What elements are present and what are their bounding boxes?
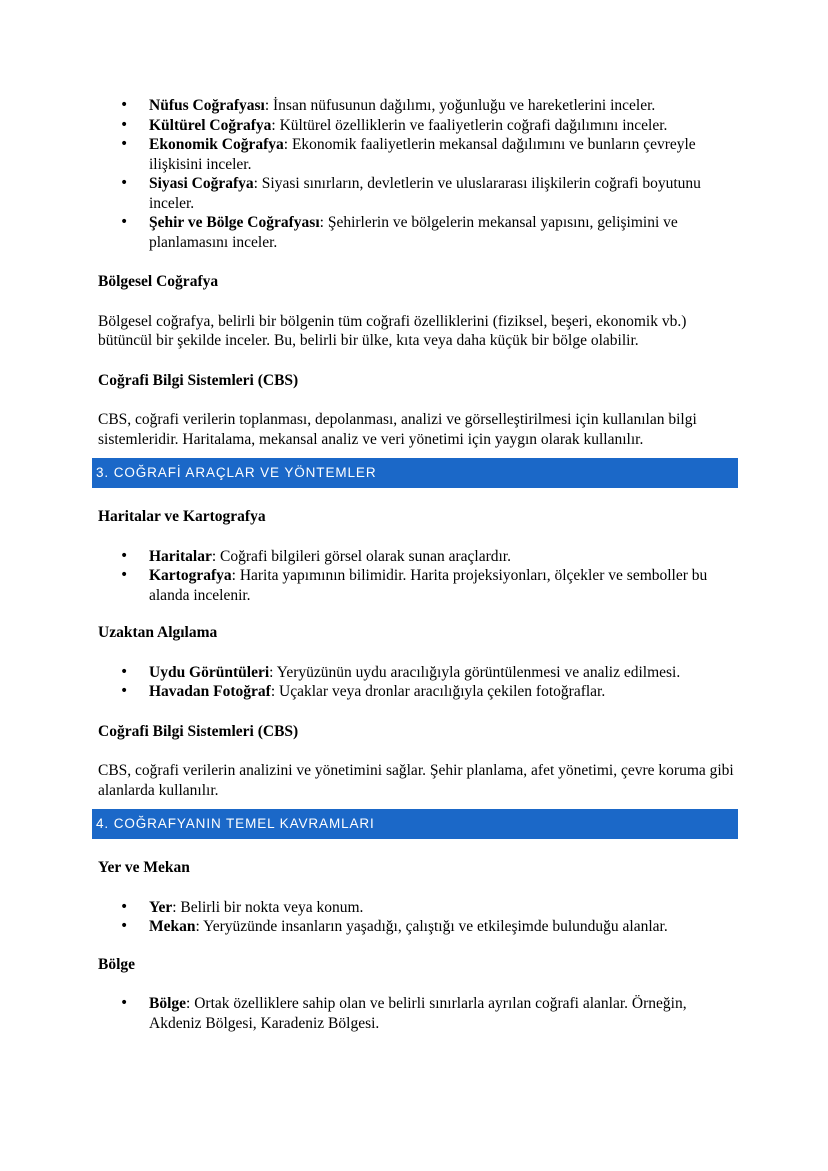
gis-paragraph-2: CBS, coğrafi verilerin analizini ve yönetimini sağlar. Şehir planlama, afet yönetimi, çevre koruma gibi alanlarda kullanılır.	[98, 762, 734, 799]
item-desc: : Şehirlerin ve bölgelerin mekansal yapısını, gelişimini ve planlamasını inceler.	[149, 214, 678, 251]
item-term: Yer	[149, 898, 173, 916]
list-item	[98, 994, 738, 1033]
gis-heading: Coğrafi Bilgi Sistemleri (CBS)	[98, 371, 299, 389]
item-term: Havadan Fotoğraf	[149, 683, 271, 700]
item-desc: : Harita yapımının bilimidir. Harita projeksiyonları, ölçekler ve semboller bu alanda incelenir.	[149, 567, 708, 604]
item-term: Haritalar	[149, 547, 212, 565]
list-item	[98, 135, 738, 174]
item-desc: : Belirli bir nokta veya konum.	[172, 898, 364, 916]
maps-heading: Haritalar ve Kartografya	[98, 508, 266, 525]
list-item	[98, 663, 738, 683]
list-item	[98, 116, 738, 136]
item-term: Şehir ve Bölge Coğrafyası	[149, 214, 320, 231]
list-item	[98, 174, 738, 213]
list-item	[98, 213, 738, 252]
item-term: Mekan	[149, 918, 196, 935]
item-desc: : Kültürel özelliklerin ve faaliyetlerin coğrafi dağılımını inceler.	[271, 116, 668, 134]
item-desc: : Yeryüzünün uydu aracılığıyla görüntülenmesi ve analiz edilmesi.	[269, 663, 681, 681]
branch-list	[98, 96, 738, 252]
section-3-title: 3. COĞRAFİ ARAÇLAR VE YÖNTEMLER	[92, 458, 738, 488]
section-4-title: 4. COĞRAFYANIN TEMEL KAVRAMLARI	[92, 809, 738, 839]
item-desc: : Ekonomik faaliyetlerin mekansal dağılımını ve bunların çevreyle ilişkisini inceler.	[149, 136, 696, 173]
list-item	[98, 547, 738, 567]
item-desc: : Siyasi sınırların, devletlerin ve uluslararası ilişkilerin coğrafi boyutunu inceler.	[149, 175, 701, 212]
remote-sensing-heading: Uzaktan Algılama	[98, 624, 218, 641]
list-item	[98, 917, 738, 937]
list-item	[98, 898, 738, 918]
item-term: Siyasi Coğrafya	[149, 175, 254, 192]
item-desc: : Ortak özelliklere sahip olan ve belirli sınırlarla ayrılan coğrafi alanlar. Örneğin, Akdeniz Bölgesi, Karadeniz Bölgesi.	[149, 995, 687, 1032]
item-term: Ekonomik Coğrafya	[149, 136, 284, 153]
list-item	[98, 566, 738, 605]
remote-sensing-list	[98, 663, 738, 702]
region-list	[98, 994, 738, 1033]
regional-heading: Bölgesel Coğrafya	[98, 273, 219, 290]
item-term: Kartografya	[149, 567, 232, 584]
gis-paragraph: CBS, coğrafi verilerin toplanması, depolanması, analizi ve görselleştirilmesi için kullanılan bilgi sistemleridir. Haritalama, mekansal analiz ve veri yönetimi için yaygın olarak kullanılır.	[98, 411, 697, 448]
list-item	[98, 682, 738, 702]
item-term: Kültürel Coğrafya	[149, 116, 272, 134]
maps-list	[98, 547, 738, 606]
place-list	[98, 898, 738, 937]
item-term: Bölge	[149, 995, 187, 1012]
regional-paragraph: Bölgesel coğrafya, belirli bir bölgenin tüm coğrafi özelliklerini (fiziksel, beşeri, ekonomik vb.) bütüncül bir şekilde inceler. Bu, belirli bir ülke, kıta veya daha küçük bir bölge olabilir.	[98, 312, 687, 349]
item-desc: : İnsan nüfusunun dağılımı, yoğunluğu ve hareketlerini inceler.	[264, 97, 656, 114]
page-content	[98, 96, 738, 1033]
list-item	[98, 96, 738, 116]
item-desc: : Yeryüzünde insanların yaşadığı, çalıştığı ve etkileşimde bulunduğu alanlar.	[195, 918, 668, 935]
item-term: Uydu Görüntüleri	[149, 663, 270, 681]
item-term: Nüfus Coğrafyası	[149, 97, 265, 114]
item-desc: : Coğrafi bilgileri görsel olarak sunan araçlardır.	[211, 547, 511, 565]
gis-heading-2: Coğrafi Bilgi Sistemleri (CBS)	[98, 722, 299, 740]
region-heading: Bölge	[98, 955, 136, 973]
place-heading: Yer ve Mekan	[98, 859, 190, 876]
item-desc: : Uçaklar veya dronlar aracılığıyla çekilen fotoğraflar.	[270, 683, 606, 700]
